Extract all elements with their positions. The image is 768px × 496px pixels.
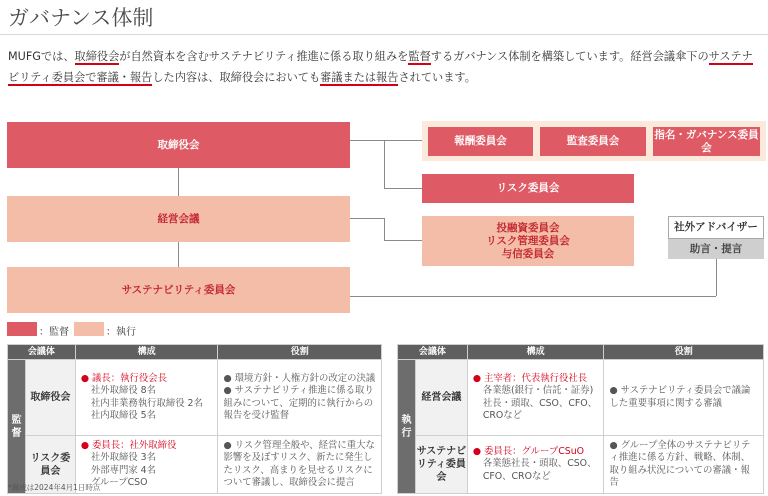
nomination-committee-box: 指名・ガバナンス委員会 <box>653 127 760 156</box>
col-header-role: 役割 <box>604 345 764 360</box>
risk-committee-box: リスク委員会 <box>422 174 634 203</box>
side-label-text: 監督 <box>11 414 22 439</box>
page-title: ガバナンス体制 <box>8 6 154 30</box>
connector-board-committees <box>350 140 422 141</box>
sub-committees-box <box>422 216 634 266</box>
role-cell <box>604 360 764 436</box>
connector-sustain-advisor <box>350 296 716 297</box>
connector-subcom-vertical <box>384 218 385 240</box>
intro-part: MUFGでは、 <box>8 50 75 63</box>
role-line: ● 環境方針・人権方針の改定の決議 <box>223 372 376 384</box>
intro-part-underlined: サステナビリティ委員会で審議・報告 <box>8 50 753 84</box>
compensation-committee-box: 報酬委員会 <box>428 127 533 156</box>
role-cell <box>218 436 382 494</box>
intro-paragraph <box>8 46 763 88</box>
intro-part: されています。 <box>398 71 476 84</box>
side-label-text: 執行 <box>401 414 412 439</box>
member-line: 社内取締役 5名 <box>90 410 157 421</box>
role-line: ● リスク管理全般や、経営に重大な影響を及ぼすリスク、新たに発生したリスク、高まりを見せるリスクについて審議し、取締役会に提言 <box>223 439 375 488</box>
composition-lead: ● 議長：執行役会長 <box>80 372 168 384</box>
footnote: *構成は2024年4月1日時点 <box>8 483 101 492</box>
audit-committee-box: 監査委員会 <box>540 127 646 156</box>
connector-subcom-horizontal <box>384 240 422 241</box>
intro-part-underlined: 監督 <box>408 50 431 63</box>
intro-part-underlined: 取締役会 <box>74 50 120 63</box>
connector-risk-vertical <box>384 140 385 188</box>
connector-advisor-vertical <box>716 258 717 296</box>
col-header-role: 役割 <box>218 345 382 360</box>
supervision-table <box>7 344 382 494</box>
row-header: 経営会議 <box>415 360 467 436</box>
sub-committee-label: 与信委員会 <box>501 247 555 260</box>
composition-lead: ● 委員長：グループCSuO <box>472 445 585 457</box>
role-line: ● サステナビリティ委員会で議論した重要事項に関する審議 <box>609 385 751 409</box>
management-meeting-box: 経営会議 <box>7 196 350 242</box>
side-label-supervise <box>8 360 26 494</box>
sustainability-committee-box: サステナビリティ委員会 <box>7 267 350 313</box>
intro-part: が自然資本を含むサステナビリティ推進に係る取り組みを <box>119 50 409 63</box>
legend-supervise-swatch <box>7 322 37 336</box>
row-header: リスク委員会 <box>25 436 75 494</box>
member-line: 社内非業務執行取締役 2名 <box>90 397 203 409</box>
advisor-role-box: 助言・提言 <box>668 239 764 259</box>
legend-supervise-label: ：監督 <box>39 327 69 338</box>
member-line: 各業態社長・頭取、CSO、CFO、CROなど <box>482 458 597 482</box>
title-divider <box>0 34 768 35</box>
role-cell <box>218 360 382 436</box>
row-header: サステナビリティ委員会 <box>415 436 467 494</box>
connector-board-mgmt <box>178 168 179 196</box>
role-line: ● サステナビリティ推進に係る取り組みについて、定期的に執行からの報告を受け監督 <box>223 385 374 421</box>
member-line: 社外取締役 8名 <box>90 385 157 396</box>
side-label-execute <box>398 360 416 494</box>
legend-execute-swatch <box>74 322 104 336</box>
col-header-composition: 構成 <box>75 345 218 360</box>
intro-part: した内容は、取締役会においても <box>152 71 321 84</box>
col-header-composition: 構成 <box>467 345 604 360</box>
intro-part-underlined: 審議または報告 <box>320 71 399 84</box>
connector-risk-horizontal <box>384 188 422 189</box>
member-line: グループCSO <box>90 477 148 488</box>
sub-committee-label: 投融資委員会 <box>496 221 560 234</box>
legend-execute-label: ：執行 <box>106 327 136 338</box>
execution-table <box>397 344 764 494</box>
advisor-box: 社外アドバイザー <box>668 216 764 239</box>
connector-mgmt-sustain <box>178 242 179 267</box>
role-cell <box>604 436 764 494</box>
member-line: 各業態(銀行・信託・証券)社長・頭取、CSO、CFO、CROなど <box>482 385 598 421</box>
member-line: 外部専門家 4名 <box>90 464 157 476</box>
composition-cell <box>467 436 604 494</box>
sub-committee-label: リスク管理委員会 <box>486 234 570 247</box>
composition-lead: ● 主宰者：代表執行役社長 <box>472 372 588 384</box>
row-header: 取締役会 <box>25 360 75 436</box>
member-line: 社外取締役 3名 <box>90 452 157 463</box>
intro-part: するガバナンス体制を構築しています。経営会議傘下の <box>430 50 709 63</box>
board-box: 取締役会 <box>7 122 350 168</box>
col-header-body: 会議体 <box>398 345 468 360</box>
composition-cell <box>75 360 218 436</box>
composition-cell <box>467 360 604 436</box>
composition-lead: ● 委員長：社外取締役 <box>80 439 177 451</box>
connector-mgmt-out <box>350 218 384 219</box>
role-line: ● グループ全体のサステナビリティ推進に係る方針、戦略、体制、取り組み状況についての審議・報告 <box>609 439 751 488</box>
col-header-body: 会議体 <box>8 345 76 360</box>
